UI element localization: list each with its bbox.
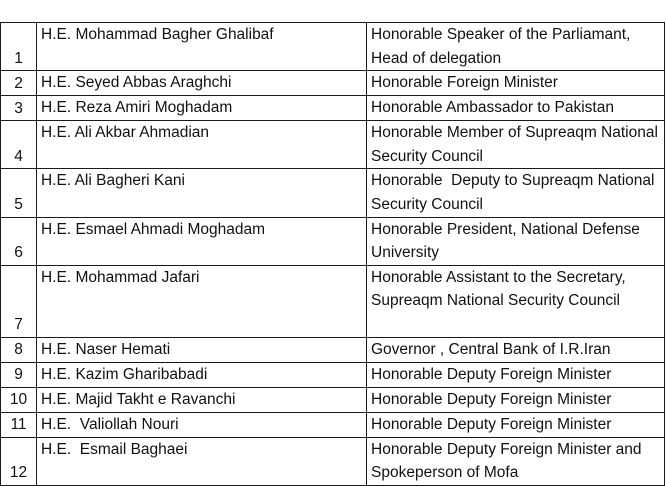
table-row — [1, 96, 665, 121]
delegate-title: Honorable Foreign Minister — [367, 71, 665, 96]
row-number: 6 — [1, 217, 37, 265]
delegate-title: Honorable Deputy Foreign Minister — [367, 412, 665, 437]
table-row — [1, 121, 665, 169]
delegate-name: H.E. Esmail Baghaei — [37, 437, 367, 485]
row-number: 5 — [1, 169, 37, 217]
row-number: 7 — [1, 265, 37, 337]
delegation-table-container — [0, 22, 666, 486]
delegate-title: Honorable Assistant to the Secretary, Supreaqm National Security Council — [367, 265, 665, 337]
delegate-title: Honorable Deputy to Supreaqm National Security Council — [367, 169, 665, 217]
table-row — [1, 337, 665, 362]
table-row — [1, 265, 665, 337]
delegate-name: H.E. Naser Hemati — [37, 337, 367, 362]
delegate-name: H.E. Reza Amiri Moghadam — [37, 96, 367, 121]
delegate-title: Honorable President, National Defense University — [367, 217, 665, 265]
row-number: 11 — [1, 412, 37, 437]
table-row — [1, 412, 665, 437]
row-number: 8 — [1, 337, 37, 362]
row-number: 4 — [1, 121, 37, 169]
delegate-title: Honorable Deputy Foreign Minister — [367, 387, 665, 412]
delegate-title: Honorable Speaker of the Parliamant, Head of delegation — [367, 23, 665, 71]
delegate-title: Honorable Deputy Foreign Minister and Spokeperson of Mofa — [367, 437, 665, 485]
table-row — [1, 387, 665, 412]
delegate-name: H.E. Ali Bagheri Kani — [37, 169, 367, 217]
table-row — [1, 362, 665, 387]
delegate-name: H.E. Kazim Gharibabadi — [37, 362, 367, 387]
delegate-title: Governor , Central Bank of I.R.Iran — [367, 337, 665, 362]
delegate-name: H.E. Mohammad Bagher Ghalibaf — [37, 23, 367, 71]
table-row — [1, 23, 665, 71]
delegation-table — [0, 22, 665, 486]
delegate-name: H.E. Ali Akbar Ahmadian — [37, 121, 367, 169]
delegate-name: H.E. Esmael Ahmadi Moghadam — [37, 217, 367, 265]
row-number: 12 — [1, 437, 37, 485]
delegate-name: H.E. Seyed Abbas Araghchi — [37, 71, 367, 96]
table-row — [1, 71, 665, 96]
delegate-title: Honorable Member of Supreaqm National Security Council — [367, 121, 665, 169]
row-number: 1 — [1, 23, 37, 71]
row-number: 10 — [1, 387, 37, 412]
row-number: 2 — [1, 71, 37, 96]
table-row — [1, 437, 665, 485]
delegate-name: H.E. Majid Takht e Ravanchi — [37, 387, 367, 412]
table-row — [1, 169, 665, 217]
row-number: 3 — [1, 96, 37, 121]
row-number: 9 — [1, 362, 37, 387]
table-row — [1, 217, 665, 265]
delegate-title: Honorable Ambassador to Pakistan — [367, 96, 665, 121]
delegate-title: Honorable Deputy Foreign Minister — [367, 362, 665, 387]
delegate-name: H.E. Mohammad Jafari — [37, 265, 367, 337]
delegate-name: H.E. Valiollah Nouri — [37, 412, 367, 437]
